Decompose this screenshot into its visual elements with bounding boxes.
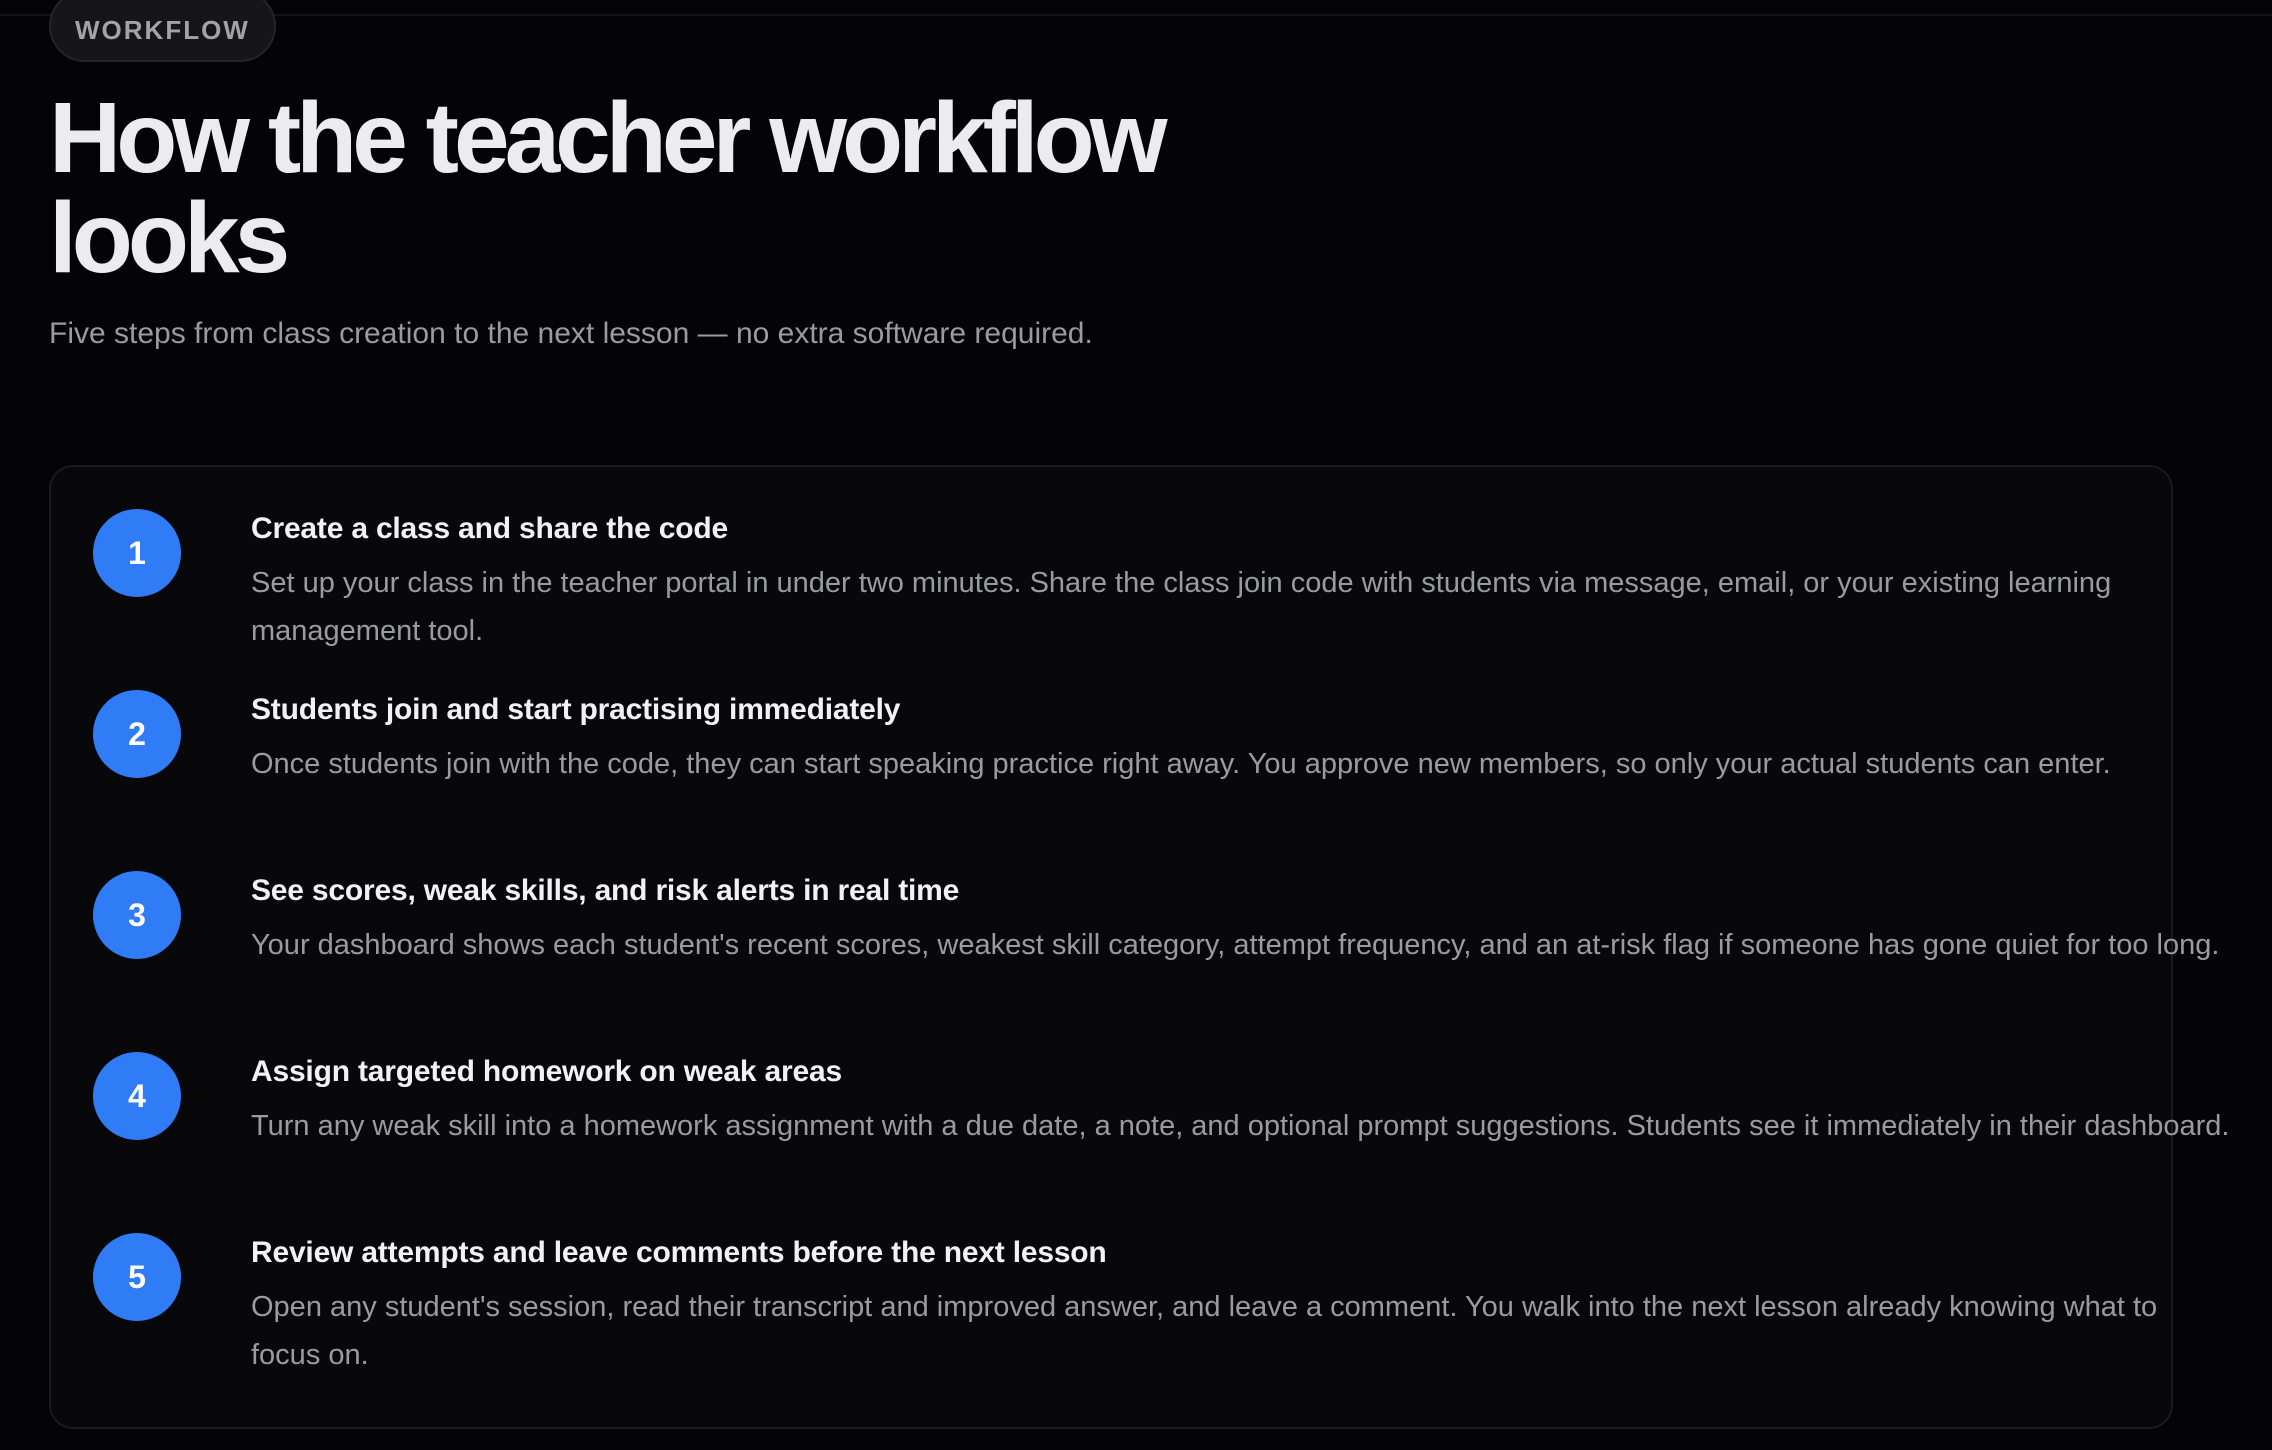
section-subtitle: Five steps from class creation to the next lesson — no extra software required.	[49, 317, 1093, 350]
step-body	[251, 871, 2231, 969]
top-divider	[0, 14, 2272, 16]
step-description: Turn any weak skill into a homework assignment with a due date, a note, and optional prompt suggestions. Students see it immediately in their dashboard.	[251, 1110, 2230, 1142]
step-title: Assign targeted homework on weak areas	[251, 1055, 842, 1088]
step-body	[251, 509, 2231, 655]
steps-card	[49, 465, 2230, 1429]
step-title: See scores, weak skills, and risk alerts in real time	[251, 874, 960, 907]
step-number-badge: 4	[93, 1052, 181, 1140]
step-body	[251, 1233, 2231, 1379]
step-body	[251, 690, 2231, 788]
step-body	[251, 1052, 2231, 1150]
section-title: How the teacher workflow looks	[49, 82, 1163, 294]
step-title: Review attempts and leave comments before the next lesson	[251, 1236, 1107, 1269]
step-description: Once students join with the code, they can start speaking practice right away. You approve new members, so only your actual students can enter.	[251, 748, 2111, 780]
step-description: Open any student's session, read their transcript and improved answer, and leave a comment. You walk into the next lesson already knowing what to focus on.	[251, 1291, 2158, 1371]
step-title: Create a class and share the code	[251, 512, 728, 545]
step-title: Students join and start practising immediately	[251, 693, 901, 726]
step-description: Your dashboard shows each student's recent scores, weakest skill category, attempt frequency, and an at-risk flag if someone has gone quiet for too long.	[251, 929, 2220, 961]
step-description: Set up your class in the teacher portal in under two minutes. Share the class join code with students via message, email, or your existing learning management tool.	[251, 567, 2112, 647]
step-number-badge: 2	[93, 690, 181, 778]
step-number-badge: 5	[93, 1233, 181, 1321]
step-number-badge: 3	[93, 871, 181, 959]
step-number-badge: 1	[93, 509, 181, 597]
eyebrow-label: WORKFLOW	[75, 15, 250, 45]
section-eyebrow-badge	[49, 0, 276, 62]
